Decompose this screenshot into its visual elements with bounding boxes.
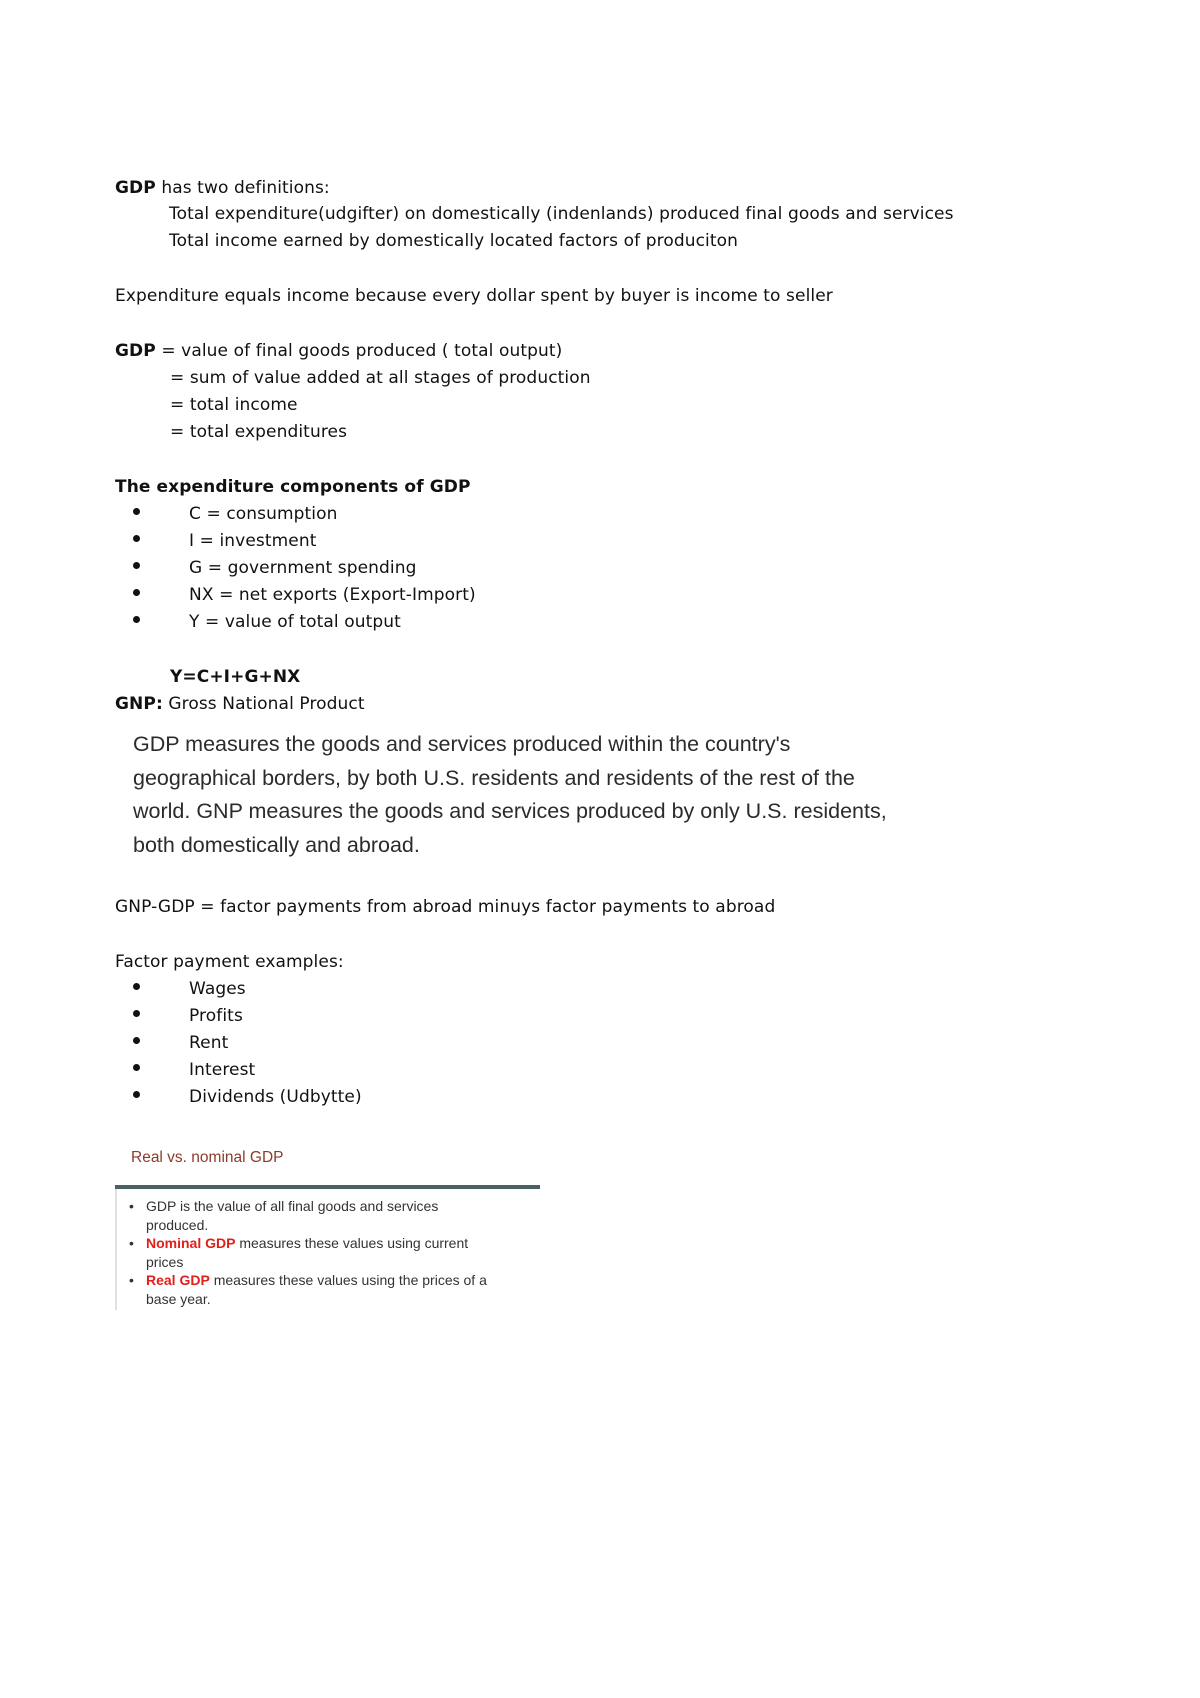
component-item-net-exports: NX = net exports (Export-Import) <box>189 585 476 605</box>
gnp-quote-line-3: world. GNP measures the goods and services produced by only U.S. residents, <box>133 799 887 823</box>
gdp-definitions-heading-text: has two definitions: <box>155 178 330 198</box>
gdp-equation-line-3: = total income <box>170 395 298 415</box>
bullet-icon <box>133 535 140 542</box>
gdp-definition-2: Total income earned by domestically located factors of produciton <box>169 231 739 251</box>
gdp-definitions-heading <box>115 177 330 199</box>
gnp-heading-text: Gross National Product <box>162 694 365 714</box>
component-item-government: G = government spending <box>189 558 417 578</box>
factor-item-interest: Interest <box>189 1060 256 1080</box>
bullet-icon <box>133 1037 140 1044</box>
gdp-label: GDP <box>115 178 156 198</box>
bullet-icon <box>133 589 140 596</box>
gnp-quote-line-2: geographical borders, by both U.S. residents and residents of the rest of the <box>133 765 855 790</box>
gnp-quote-line-4: both domestically and abroad. <box>133 832 420 857</box>
gdp-equation-line-4: = total expenditures <box>170 422 348 442</box>
bullet-icon <box>133 1091 140 1098</box>
bullet-icon <box>133 983 140 990</box>
gdp-definition-1: Total expenditure(udgifter) on domestically (indenlands) produced final goods and services <box>169 204 954 224</box>
real-gdp-text: measures these values using the prices of a <box>209 1272 487 1288</box>
slide-title: Real vs. nominal GDP <box>131 1149 284 1166</box>
gdp-equation-line-2: = sum of value added at all stages of production <box>170 368 591 388</box>
real-gdp-term: Real GDP <box>146 1272 210 1288</box>
slide-bullet-icon: • <box>129 1235 134 1251</box>
bullet-icon <box>133 1010 140 1017</box>
slide-item-1-line-1: GDP is the value of all final goods and services <box>146 1198 439 1214</box>
nominal-gdp-text: measures these values using current <box>235 1235 469 1251</box>
real-vs-nominal-slide <box>115 1142 540 1310</box>
component-item-investment: I = investment <box>189 531 317 551</box>
gdp-equation-line-1 <box>115 340 562 362</box>
bullet-icon <box>133 1064 140 1071</box>
slide-item-3-line-2: base year. <box>146 1290 211 1307</box>
factor-item-dividends: Dividends (Udbytte) <box>189 1087 362 1107</box>
gnp-quote <box>133 728 953 862</box>
gnp-quote-line-1: GDP measures the goods and services produced within the country's <box>133 732 791 756</box>
component-item-output: Y = value of total output <box>189 612 401 632</box>
expenditure-income-note: Expenditure equals income because every dollar spent by buyer is income to seller <box>115 286 833 306</box>
factor-item-wages: Wages <box>189 979 246 999</box>
gnp-label: GNP: <box>115 694 163 714</box>
gnp-gdp-difference: GNP-GDP = factor payments from abroad minuys factor payments to abroad <box>115 897 776 917</box>
slide-item-gdp-definition <box>146 1197 526 1234</box>
slide-item-2-line-2: prices <box>146 1253 184 1270</box>
slide-divider <box>115 1185 540 1189</box>
gdp-formula: Y=C+I+G+NX <box>170 667 301 687</box>
factor-item-rent: Rent <box>189 1033 229 1053</box>
nominal-gdp-term: Nominal GDP <box>146 1235 236 1251</box>
gdp-equation-first: = value of final goods produced ( total output) <box>155 341 563 361</box>
slide-item-nominal-gdp <box>146 1234 526 1271</box>
slide-left-border <box>115 1189 117 1310</box>
components-heading: The expenditure components of GDP <box>115 477 471 497</box>
bullet-icon <box>133 562 140 569</box>
gdp-equation-label: GDP <box>115 341 156 361</box>
slide-bullet-icon: • <box>129 1272 134 1288</box>
factor-payments-heading: Factor payment examples: <box>115 952 344 972</box>
bullet-icon <box>133 508 140 515</box>
component-item-consumption: C = consumption <box>189 504 338 524</box>
factor-item-profits: Profits <box>189 1006 243 1026</box>
slide-bullet-icon: • <box>129 1198 134 1214</box>
slide-item-real-gdp <box>146 1271 526 1308</box>
bullet-icon <box>133 616 140 623</box>
slide-item-1-line-2: produced. <box>146 1216 209 1233</box>
gnp-heading <box>115 693 365 715</box>
